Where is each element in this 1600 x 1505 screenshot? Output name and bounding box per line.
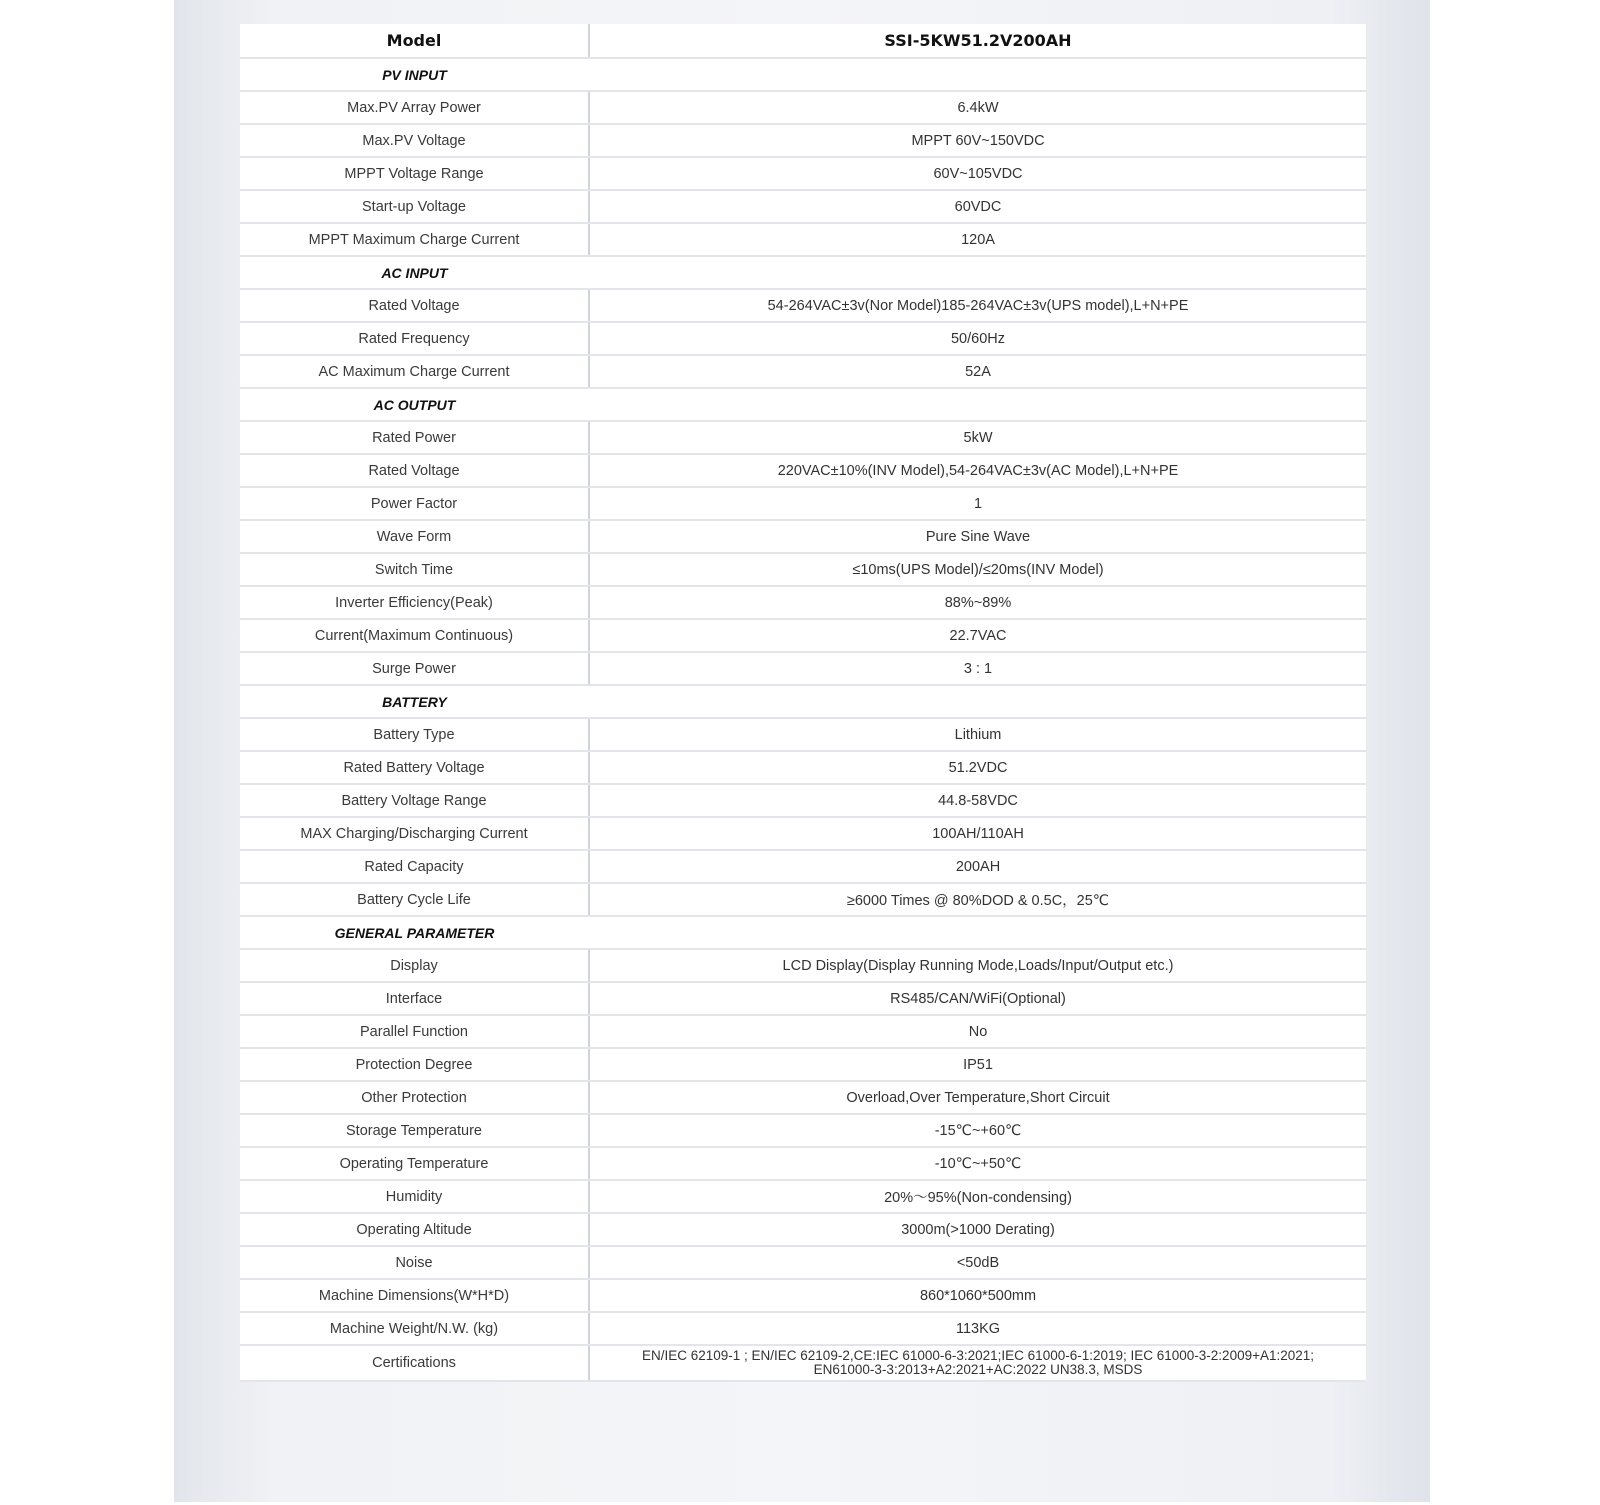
section-title: AC OUTPUT [373,396,456,413]
parameter-value: 860*1060*500mm [589,1279,1366,1312]
table-row [240,817,1366,850]
parameter-value: 60V~105VDC [589,157,1366,190]
table-row [240,850,1366,883]
table-row [240,718,1366,751]
parameter-label: Rated Capacity [240,850,589,883]
parameter-value: Pure Sine Wave [589,520,1366,553]
parameter-value: 6.4kW [589,91,1366,124]
parameter-value: -15℃~+60℃ [589,1114,1366,1147]
table-row [240,190,1366,223]
table-row [240,553,1366,586]
table-row [240,652,1366,685]
parameter-label: Humidity [240,1180,589,1213]
section-header-row [240,256,1366,289]
section-header-row [240,388,1366,421]
table-row [240,520,1366,553]
parameter-label: Storage Temperature [240,1114,589,1147]
parameter-label: Rated Voltage [240,454,589,487]
parameter-value: LCD Display(Display Running Mode,Loads/Input/Output etc.) [589,949,1366,982]
parameter-value: No [589,1015,1366,1048]
parameter-value: MPPT 60V~150VDC [589,124,1366,157]
section-title: AC INPUT [381,264,448,281]
parameter-label: Battery Type [240,718,589,751]
parameter-label: Inverter Efficiency(Peak) [240,586,589,619]
parameter-label: Start-up Voltage [240,190,589,223]
parameter-label: Interface [240,982,589,1015]
parameter-label: Rated Frequency [240,322,589,355]
table-row [240,91,1366,124]
table-row [240,619,1366,652]
table-row [240,124,1366,157]
parameter-label: Switch Time [240,553,589,586]
parameter-label: Machine Dimensions(W*H*D) [240,1279,589,1312]
parameter-label: Power Factor [240,487,589,520]
section-title: PV INPUT [382,66,447,83]
parameter-value: ≤10ms(UPS Model)/≤20ms(INV Model) [589,553,1366,586]
parameter-value: Lithium [589,718,1366,751]
parameter-label: MPPT Voltage Range [240,157,589,190]
parameter-value: 113KG [589,1312,1366,1345]
parameter-value: 3 : 1 [589,652,1366,685]
parameter-value: 52A [589,355,1366,388]
parameter-label: Battery Voltage Range [240,784,589,817]
section-title: BATTERY [382,693,447,710]
table-row [240,784,1366,817]
table-row [240,289,1366,322]
parameter-value: 120A [589,223,1366,256]
parameter-value: IP51 [589,1048,1366,1081]
section-title: GENERAL PARAMETER [334,924,495,941]
table-row [240,1147,1366,1180]
parameter-value: -10℃~+50℃ [589,1147,1366,1180]
table-row [240,1015,1366,1048]
parameter-value: EN/IEC 62109-1 ; EN/IEC 62109-2,CE:IEC 61000-6-3:2021;IEC 61000-6-1:2019; IEC 61000-3-2:2009+A1:2021; EN61000-3-3:2013+A2:2021+AC:2022 UN38.3, MSDS [589,1345,1366,1381]
parameter-label: Display [240,949,589,982]
parameter-label: Rated Voltage [240,289,589,322]
parameter-label: Surge Power [240,652,589,685]
table-row [240,322,1366,355]
table-row [240,1180,1366,1213]
parameter-label: Operating Temperature [240,1147,589,1180]
parameter-label: MPPT Maximum Charge Current [240,223,589,256]
parameter-label: Rated Battery Voltage [240,751,589,784]
parameter-label: Wave Form [240,520,589,553]
parameter-label: Parallel Function [240,1015,589,1048]
parameter-label: MAX Charging/Discharging Current [240,817,589,850]
table-row [240,1048,1366,1081]
parameter-label: Machine Weight/N.W. (kg) [240,1312,589,1345]
table-row [240,883,1366,916]
section-header-row [240,685,1366,718]
table-row [240,487,1366,520]
parameter-value: 50/60Hz [589,322,1366,355]
parameter-label: Operating Altitude [240,1213,589,1246]
parameter-value: 22.7VAC [589,619,1366,652]
table-row [240,1345,1366,1381]
parameter-value: Overload,Over Temperature,Short Circuit [589,1081,1366,1114]
table-row [240,586,1366,619]
parameter-value: 1 [589,487,1366,520]
parameter-value: 5kW [589,421,1366,454]
table-row [240,157,1366,190]
table-row [240,1213,1366,1246]
parameter-value: 100AH/110AH [589,817,1366,850]
parameter-label: Max.PV Voltage [240,124,589,157]
table-row [240,421,1366,454]
parameter-label: Rated Power [240,421,589,454]
spec-table [240,24,1366,1382]
parameter-value: 60VDC [589,190,1366,223]
parameter-label: Certifications [240,1345,589,1381]
parameter-label: AC Maximum Charge Current [240,355,589,388]
parameter-value: 220VAC±10%(INV Model),54-264VAC±3v(AC Model),L+N+PE [589,454,1366,487]
section-header-row [240,916,1366,949]
parameter-value: 20%～95%(Non-condensing) [589,1180,1366,1213]
parameter-label: Other Protection [240,1081,589,1114]
parameter-value: <50dB [589,1246,1366,1279]
table-row [240,454,1366,487]
parameter-value: RS485/CAN/WiFi(Optional) [589,982,1366,1015]
parameter-value: 3000m(>1000 Derating) [589,1213,1366,1246]
table-row [240,1114,1366,1147]
parameter-label: Max.PV Array Power [240,91,589,124]
table-row [240,949,1366,982]
parameter-label: Battery Cycle Life [240,883,589,916]
table-row [240,982,1366,1015]
table-header-row [240,24,1366,58]
table-row [240,1279,1366,1312]
parameter-value: 200AH [589,850,1366,883]
parameter-label: Current(Maximum Continuous) [240,619,589,652]
parameter-value: 54-264VAC±3v(Nor Model)185-264VAC±3v(UPS model),L+N+PE [589,289,1366,322]
section-header-row [240,58,1366,91]
table-row [240,1081,1366,1114]
table-row [240,1312,1366,1345]
model-value: SSI-5KW51.2V200AH [589,24,1366,58]
model-label: Model [240,24,589,58]
parameter-label: Protection Degree [240,1048,589,1081]
parameter-label: Noise [240,1246,589,1279]
parameter-value: ≥6000 Times @ 80%DOD & 0.5C，25℃ [589,883,1366,916]
parameter-value: 88%~89% [589,586,1366,619]
table-row [240,223,1366,256]
parameter-value: 44.8-58VDC [589,784,1366,817]
parameter-value: 51.2VDC [589,751,1366,784]
table-row [240,1246,1366,1279]
table-row [240,355,1366,388]
table-row [240,751,1366,784]
